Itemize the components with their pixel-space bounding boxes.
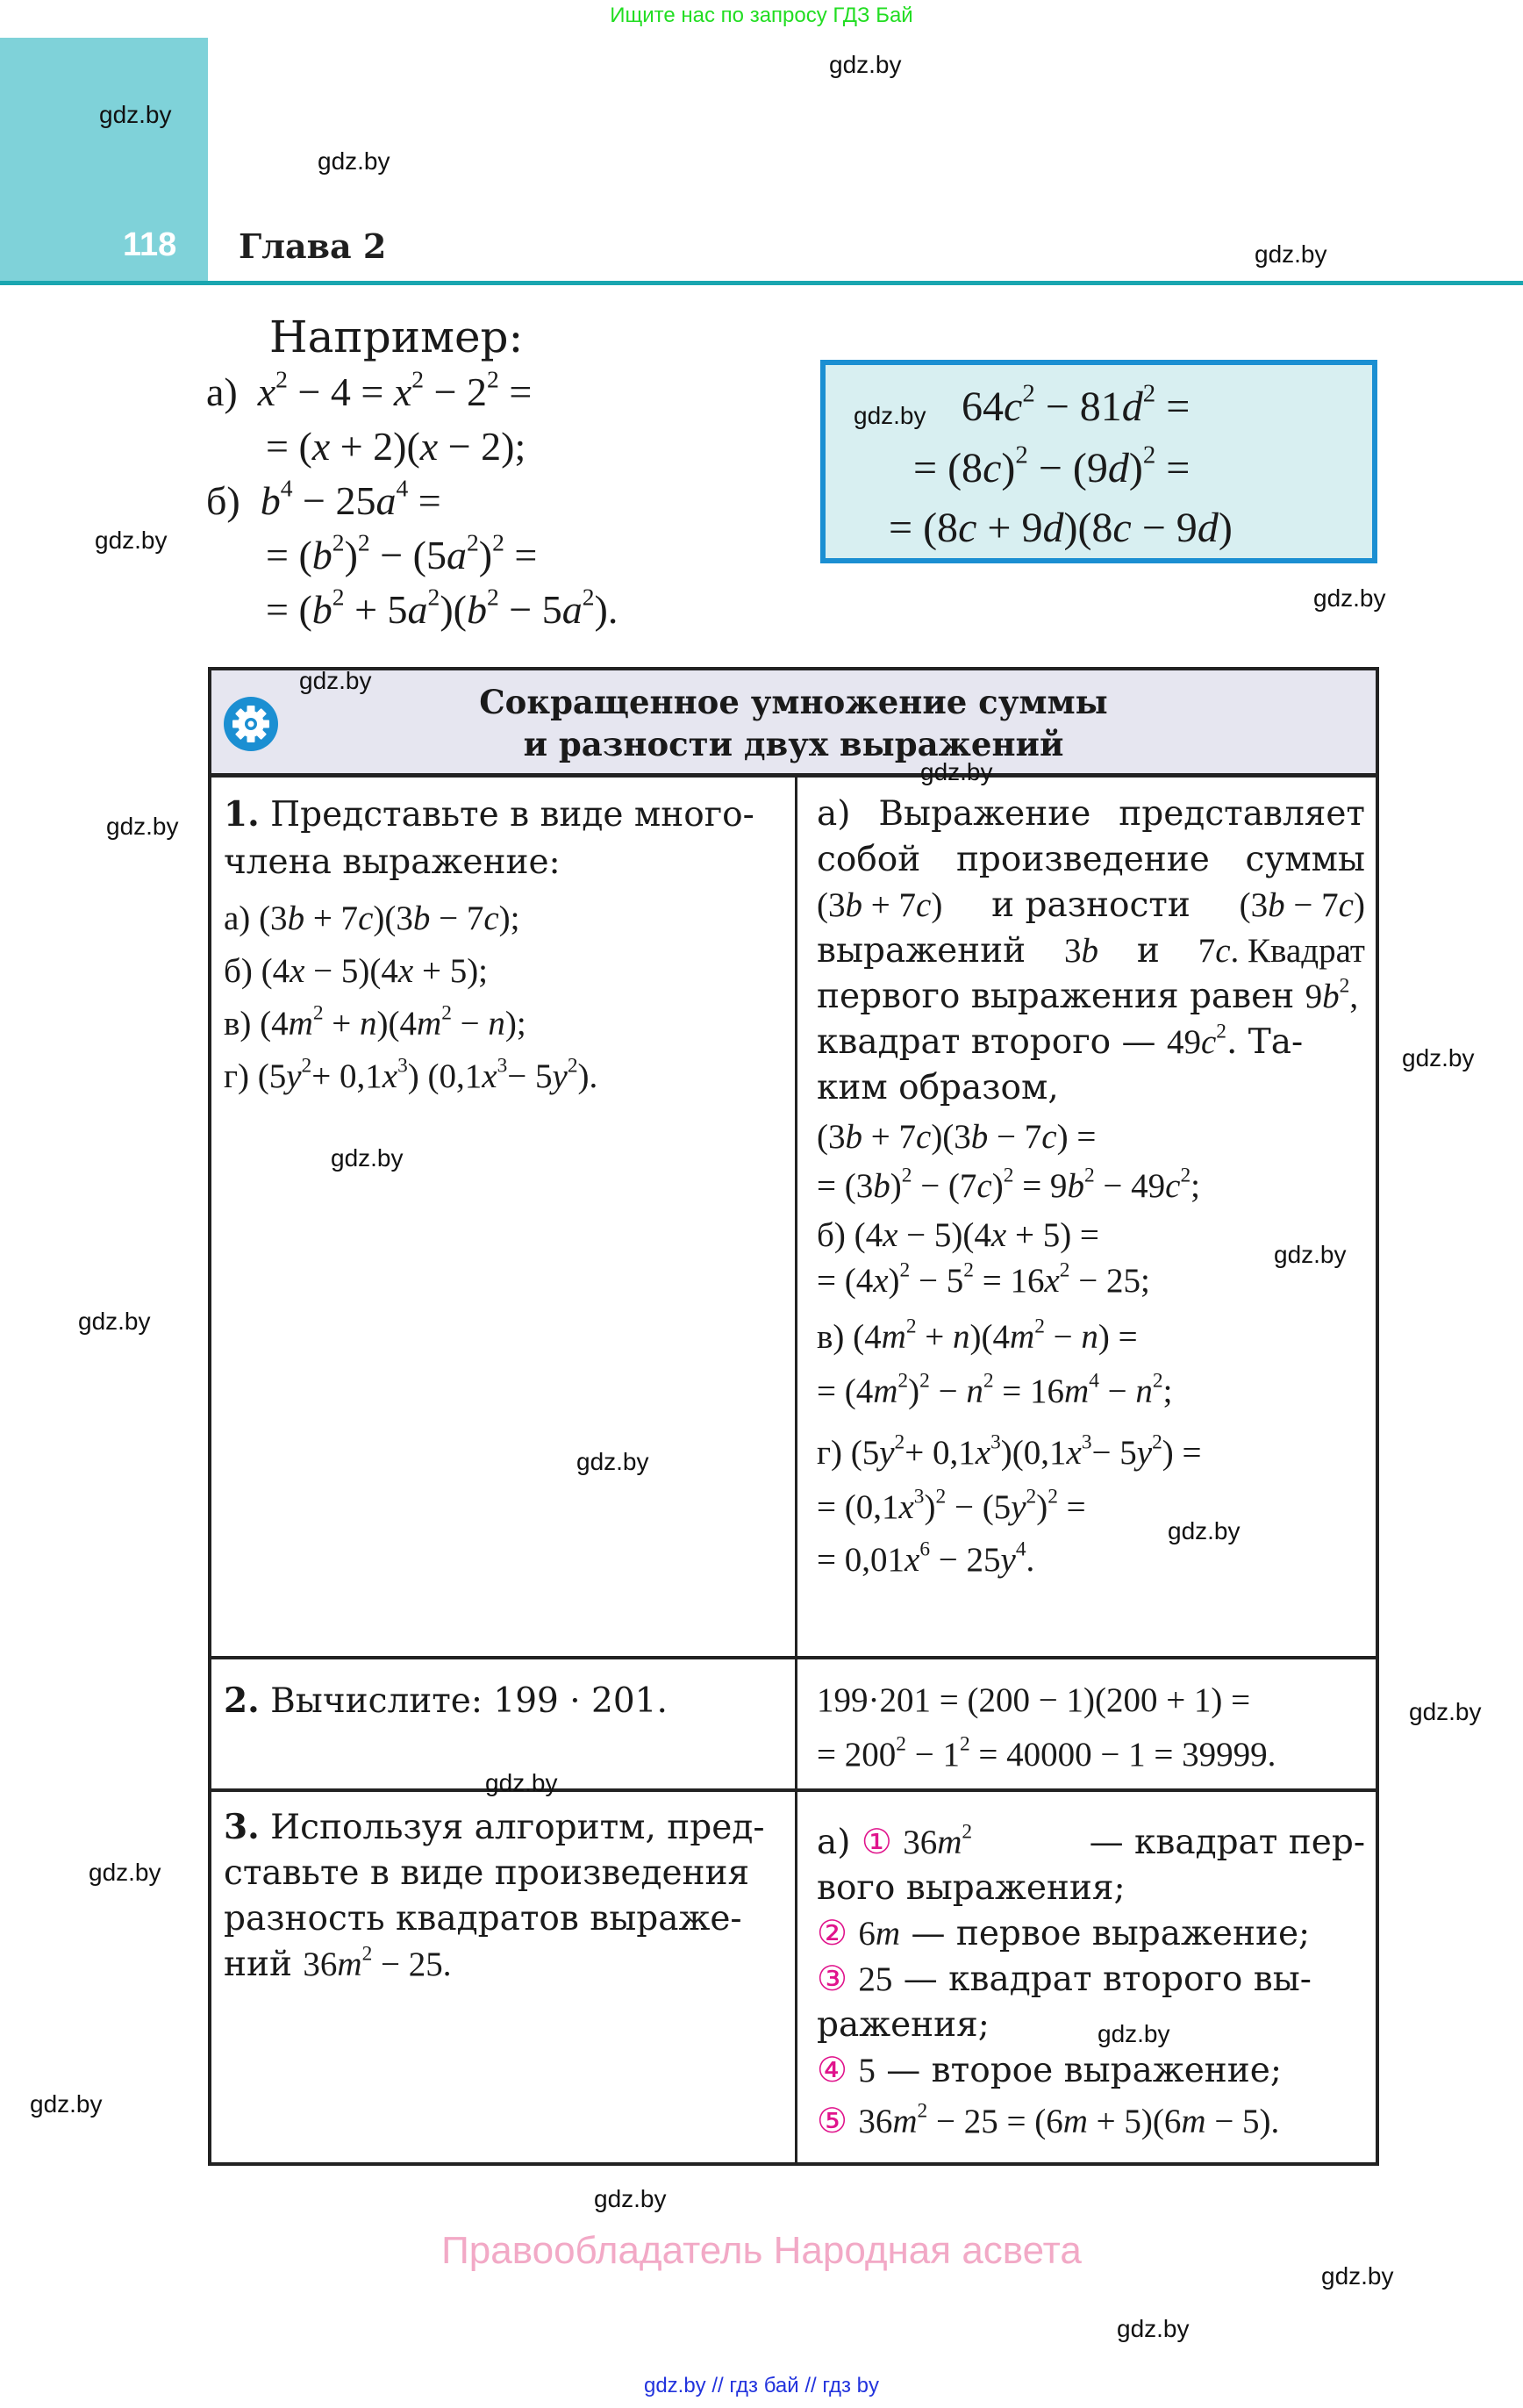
step-text: ражения;: [817, 2005, 990, 2045]
algorithm-step-2: ② 6m — первое выражение;: [817, 1914, 1311, 1953]
task-text: ний: [224, 1945, 292, 1984]
step-text: — квадрат пер-: [1089, 1823, 1365, 1862]
solution-line: а) Выражение представляет: [817, 794, 1365, 834]
item-label: в): [817, 1318, 845, 1356]
example-a-label: а): [206, 369, 238, 414]
example-b-step: = $(b^2)^2 - (5a^2)^2$ =: [266, 528, 538, 577]
watermark: gdz.by: [1274, 1241, 1347, 1268]
solution-line: выражений 3b и 7c. Квадрат: [817, 928, 1365, 974]
table-title-line-2: и разности двух выражений: [523, 725, 1064, 763]
watermark: gdz.by: [1402, 1044, 1475, 1071]
task-number: 2.: [224, 1681, 260, 1721]
solution-fragment: и разности: [991, 885, 1191, 925]
step-text: вого выражения;: [817, 1868, 1126, 1908]
watermark: gdz.by: [920, 758, 993, 785]
solution-fragment: квадрат второго —: [817, 1022, 1156, 1062]
step-marker: ③: [817, 1960, 847, 1999]
solution-fragment: и: [1136, 931, 1160, 971]
step-marker: ②: [817, 1914, 847, 1953]
solution-3: [817, 1820, 1365, 2145]
task-1: [224, 792, 754, 1100]
solution-fragment: первого выражения равен: [817, 977, 1295, 1016]
algorithm-step-4: [817, 2048, 1365, 2094]
task-1-item-c: в) $(4m^2 + n)(4m^2 - n)$;: [224, 1001, 526, 1043]
watermark: gdz.by: [1409, 1698, 1482, 1725]
solution-line: квадрат второго — $49c^2$. Та-: [817, 1020, 1304, 1062]
item-label: а): [224, 899, 251, 937]
example-a-result: = (x + 2)(x − 2);: [266, 424, 526, 469]
step-value: 25: [858, 1960, 893, 1998]
item-label: б): [224, 952, 253, 990]
watermark: gdz.by: [106, 813, 179, 840]
top-banner[interactable]: Ищите нас по запросу ГДЗ Бай: [610, 4, 913, 27]
solution-fragment: выражений: [817, 931, 1026, 971]
copyright-owner: Правообладатель Народная асвета: [441, 2229, 1082, 2272]
page-number: 118: [123, 226, 177, 263]
solution-line: 199·201 = (200 − 1)(200 + 1) =: [817, 1681, 1251, 1719]
watermark: gdz.by: [1255, 240, 1327, 268]
footer-links[interactable]: gdz.by // гдз бай // гдз by: [643, 2374, 880, 2397]
task-text: члена выражение:: [224, 842, 561, 882]
item-label: г): [817, 1434, 842, 1472]
solution-line: (3b + 7c) и разности (3b − 7c): [817, 883, 1365, 928]
task-text: Используя алгоритм, пред-: [270, 1808, 765, 1847]
watermark: gdz.by: [299, 667, 372, 694]
row-divider: [211, 1656, 1376, 1659]
watermark: gdz.by: [99, 101, 172, 128]
watermark: gdz.by: [485, 1769, 558, 1796]
task-text: Представьте в виде много-: [270, 795, 754, 835]
highlight-line-2: = $(8c)^2 - (9d)^2$ =: [913, 441, 1191, 491]
solution-line: ким образом,: [817, 1068, 1059, 1107]
task-text: ставьте в виде произведения: [224, 1853, 750, 1893]
watermark: gdz.by: [95, 527, 168, 554]
column-divider: [795, 778, 797, 2166]
algorithm-step-1: а) ① $36m^2$ — квадрат пер-: [817, 1820, 1365, 1866]
highlight-box: [820, 360, 1377, 563]
watermark: gdz.by: [1098, 2020, 1170, 2047]
watermark: gdz.by: [30, 2090, 103, 2118]
task-1-item-d: г) $(5y^2+ 0,1x^3)$ $(0,1x^3- 5y^2)$.: [224, 1054, 598, 1095]
example-b-label: б): [206, 478, 240, 523]
table-header: [211, 667, 1376, 785]
step-text: — квадрат второго вы-: [903, 1960, 1312, 1999]
watermark: gdz.by: [1168, 1517, 1241, 1544]
examples-title: Например:: [269, 312, 524, 362]
task-2: [224, 1678, 668, 1724]
task-1-item-a: а) (3b + 7c)(3b − 7c);: [224, 899, 520, 937]
example-b: б) $b^4 - 25a^4$ =: [206, 474, 441, 523]
example-a: а) $x^2 - 4 = x^2 - 2^2$ =: [206, 365, 533, 414]
solution-2: [817, 1678, 1276, 1778]
watermark: gdz.by: [594, 2185, 667, 2212]
task-number: 3.: [224, 1807, 260, 1847]
step-text: — первое выражение;: [911, 1914, 1311, 1953]
algorithm-step-3: [817, 1957, 1365, 2003]
watermark: gdz.by: [576, 1448, 649, 1475]
solution-1: [817, 792, 1365, 1583]
solution-line: = $0,01x^6 - 25y^4$.: [817, 1537, 1035, 1579]
step-marker: ①: [861, 1823, 892, 1862]
chapter-title: Глава 2: [239, 226, 387, 266]
watermark: gdz.by: [854, 402, 926, 429]
step-marker: ⑤: [817, 2102, 847, 2141]
solution-line: б) (4x − 5)(4x + 5) =: [817, 1216, 1099, 1254]
topic-table: [208, 667, 1379, 2166]
solution-line: = $(4m^2)^2 - n^2 = 16m^4 - n^2$;: [817, 1369, 1173, 1410]
solution-fragment: = 40000 − 1 = 39999.: [978, 1736, 1276, 1774]
watermark: gdz.by: [1117, 2315, 1190, 2342]
highlight-line-3: = (8c + 9d)(8c − 9d): [889, 505, 1233, 551]
solution-line: г) $(5y^2+ 0,1x^3)(0,1x^3- 5y^2)$ =: [817, 1430, 1202, 1472]
solution-line: (3b + 7c)(3b − 7c) =: [817, 1118, 1097, 1156]
task-3: 3. Используя алгоритм, пред- ставьте в виде произведения разность квадратов выраже- ний $36m^2 - 25$.: [224, 1807, 765, 1984]
row-divider: [211, 1788, 1376, 1792]
table-title-line-1: Сокращенное умножение суммы: [479, 683, 1108, 721]
item-label: б): [817, 1216, 846, 1254]
watermark: gdz.by: [1321, 2262, 1394, 2290]
solution-line: = $(0,1x^3)^2 - (5y^2)^2$ =: [817, 1485, 1086, 1526]
step-text: — второе выражение;: [886, 2051, 1282, 2090]
solution-fragment: = 200: [817, 1736, 897, 1774]
watermark: gdz.by: [89, 1859, 161, 1886]
solution-line: первого выражения равен $9b^2$,: [817, 974, 1359, 1016]
side-tab: [0, 38, 208, 281]
step-marker: ④: [817, 2051, 847, 2090]
solution-line: собой произведение суммы: [817, 840, 1365, 879]
item-label: в): [224, 1005, 252, 1043]
task-1-item-b: б) (4x − 5)(4x + 5);: [224, 952, 489, 990]
highlight-line-1: $64c^2 - 81d^2$ =: [962, 379, 1191, 430]
item-label: а): [817, 1823, 851, 1862]
solution-line: = $(4x)^2 - 5^2 = 16x^2 - 25$;: [817, 1258, 1150, 1300]
task-number: 1.: [224, 794, 260, 835]
task-text: Вычислите: 199 · 201.: [270, 1681, 668, 1721]
watermark: gdz.by: [78, 1308, 151, 1335]
item-label: г): [224, 1057, 249, 1095]
watermark: gdz.by: [829, 51, 902, 78]
task-text: разность квадратов выраже-: [224, 1899, 742, 1939]
solution-line: в) $(4m^2 + n)(4m^2 - n)$ =: [817, 1315, 1138, 1356]
watermark: gdz.by: [331, 1144, 404, 1172]
step-value: 5: [858, 2052, 876, 2089]
solution-line: = $200^2 - 1^2 = 40000 - 1 = 39999$.: [817, 1732, 1276, 1774]
algorithm-step-5: ⑤ $36m^2 - 25 = (6m + 5)(6m - 5)$.: [817, 2099, 1280, 2141]
header-rule: [0, 281, 1523, 285]
solution-fragment: . Та-: [1226, 1022, 1304, 1062]
watermark: gdz.by: [1313, 584, 1386, 612]
solution-line: = $(3b)^2 - (7c)^2 = 9b^2 - 49c^2$;: [817, 1164, 1200, 1205]
example-b-result: = $(b^2 + 5a^2)(b^2 - 5a^2)$.: [266, 583, 618, 632]
watermark: gdz.by: [318, 147, 390, 175]
